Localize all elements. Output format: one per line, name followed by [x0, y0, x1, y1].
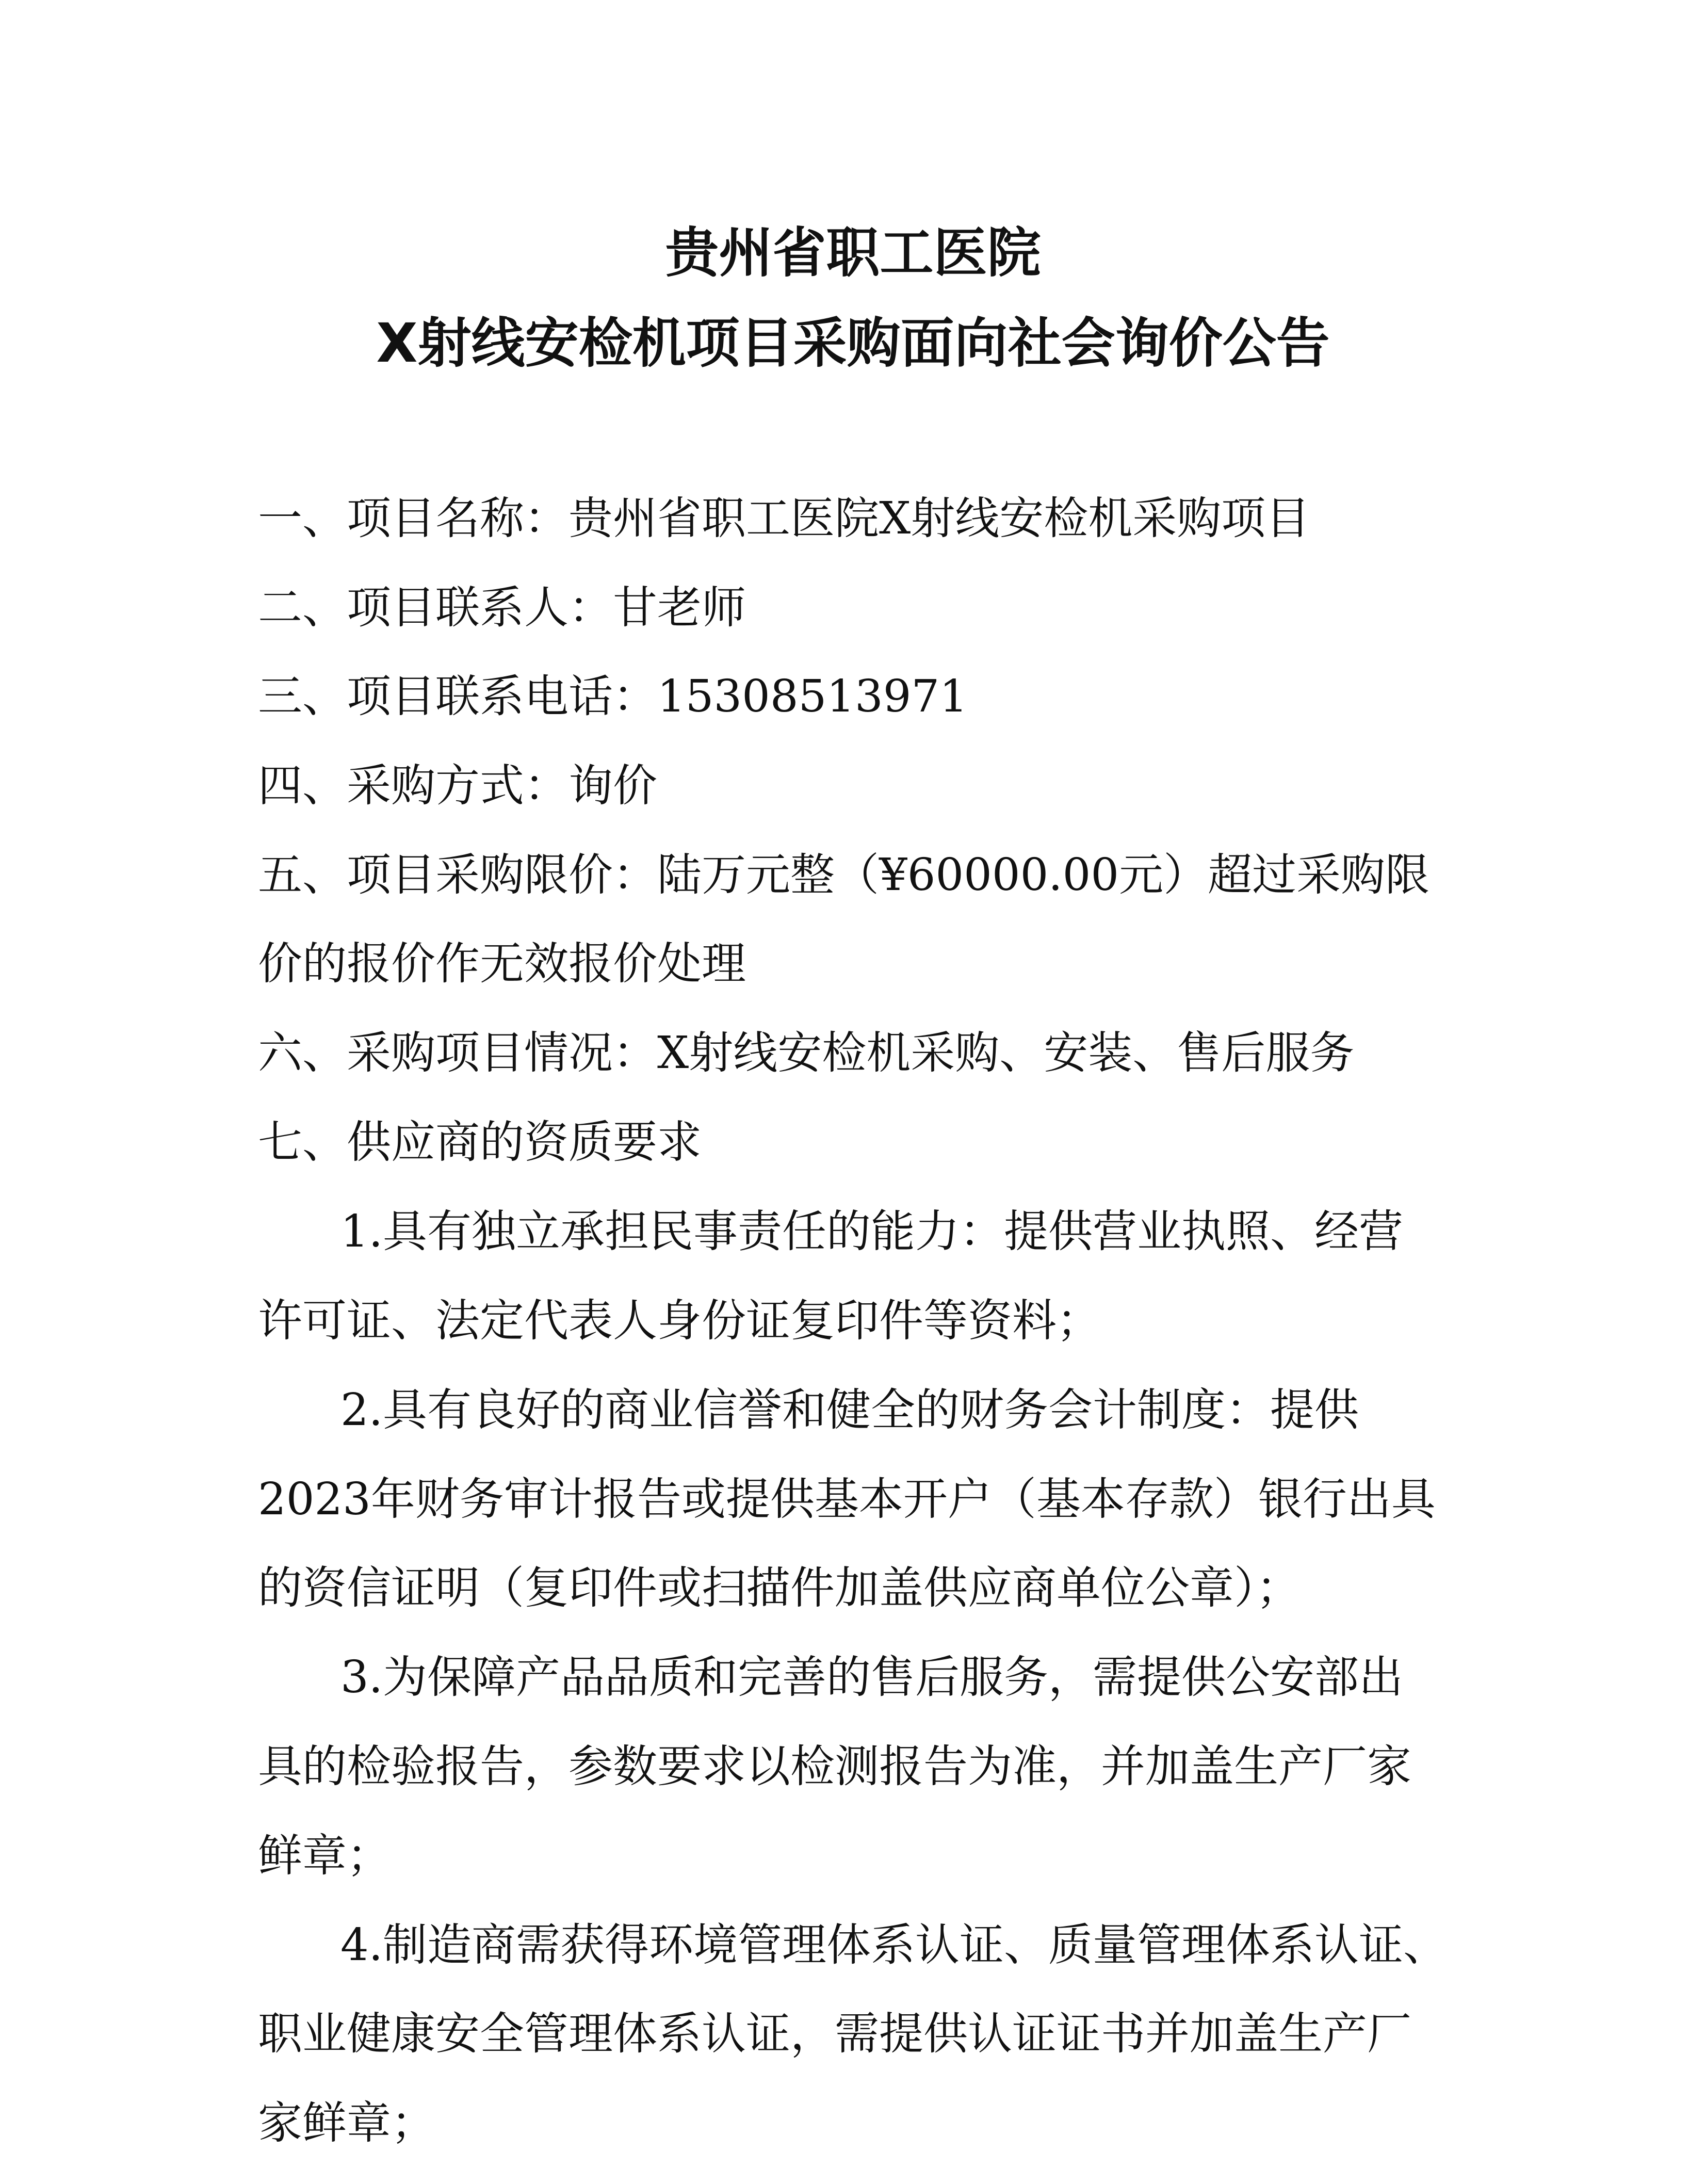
section-price-limit: 五、项目采购限价：陆万元整（¥60000.00元）超过采购限: [258, 849, 1430, 901]
requirement-2-cont2: 的资信证明（复印件或扫描件加盖供应商单位公章）；: [258, 1562, 1301, 1614]
title-hospital-name: 贵州省职工医院: [665, 221, 1041, 284]
section-supplier-qualifications: 七、供应商的资质要求: [258, 1117, 702, 1168]
requirement-1-cont: 许可证、法定代表人身份证复印件等资料；: [258, 1295, 1101, 1347]
requirement-4: 4.制造商需获得环境管理体系认证、质量管理体系认证、: [340, 1919, 1448, 1971]
section-contact-person: 二、项目联系人：甘老师: [258, 582, 746, 634]
requirement-3: 3.为保障产品品质和完善的售后服务，需提供公安部出: [340, 1652, 1404, 1703]
requirement-3-cont2: 鲜章；: [258, 1830, 391, 1882]
section-project-name: 一、项目名称：贵州省职工医院X射线安检机采购项目: [258, 493, 1310, 544]
requirement-3-cont: 具的检验报告，参数要求以检测报告为准，并加盖生产厂家: [258, 1741, 1411, 1792]
requirement-2-cont: 2023年财务审计报告或提供基本开户（基本存款）银行出具: [258, 1474, 1436, 1525]
section-procurement-method: 四、采购方式：询价: [258, 760, 657, 812]
section-price-limit-cont: 价的报价作无效报价处理: [258, 938, 746, 990]
requirement-1: 1.具有独立承担民事责任的能力：提供营业执照、经营: [340, 1206, 1404, 1257]
requirement-2: 2.具有良好的商业信誉和健全的财务会计制度：提供: [340, 1384, 1359, 1436]
requirement-4-cont2: 家鲜章；: [258, 2097, 435, 2149]
section-contact-phone: 三、项目联系电话：15308513971: [258, 671, 968, 722]
section-project-situation: 六、采购项目情况：X射线安检机采购、安装、售后服务: [258, 1027, 1355, 1079]
title-announcement: X射线安检机项目采购面向社会询价公告: [376, 312, 1330, 375]
requirement-4-cont: 职业健康安全管理体系认证，需提供认证证书并加盖生产厂: [258, 2008, 1411, 2060]
